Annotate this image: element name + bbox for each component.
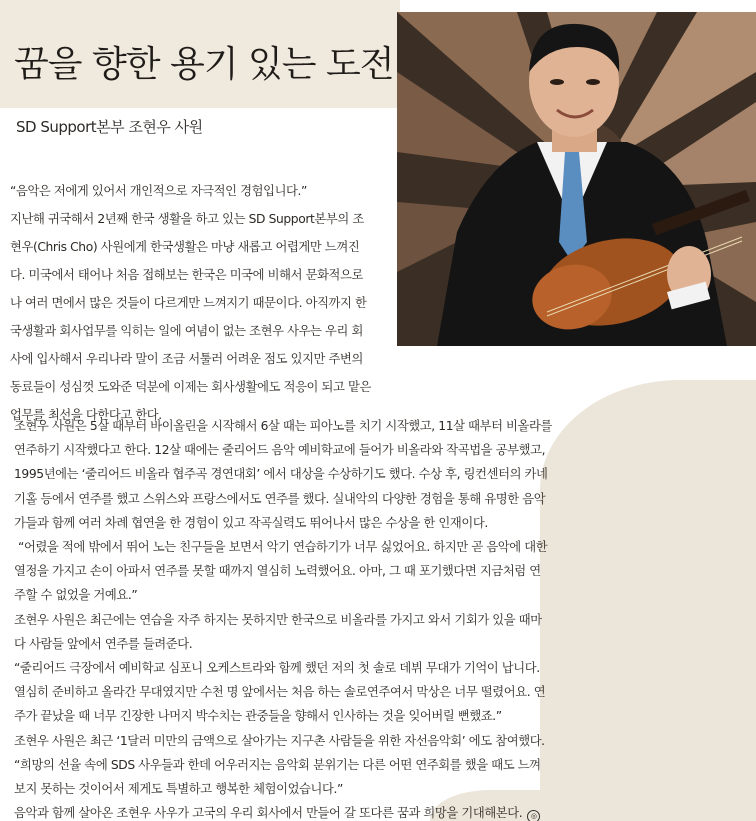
text-line: “음악은 저에게 있어서 개인적으로 자극적인 경험입니다.”: [10, 184, 308, 198]
text-line: 다. 미국에서 태어나 처음 접해보는 한국은 미국에 비해서 문화적으로: [10, 268, 363, 282]
text-line: 기홀 등에서 연주를 했고 스위스와 프랑스에서도 연주를 했다. 실내악의 다양한 경험을 통해 유명한 음악: [14, 491, 546, 506]
closing-line: [14, 801, 552, 821]
closing-text: 음악과 함께 살아온 조현우 사우가 고국의 우리 회사에서 만들어 갈 또다른 꿈과 희망을 기대해본다.: [14, 806, 523, 821]
text-line: 현우(Chris Cho) 사원에게 한국생활은 마냥 새롭고 어렵게만 느껴진: [10, 240, 360, 254]
main-paragraph: [14, 414, 552, 821]
article-byline: SD Support본부 조현우 사원: [16, 118, 203, 136]
text-line: 조현우 사원은 최근에는 연습을 자주 하지는 못하지만 한국으로 비올라를 가지고 와서 기회가 있을 때마: [14, 612, 542, 627]
text-line: 주가 끝났을 때 너무 긴장한 나머지 박수치는 관중들을 향해서 인사하는 것을 잊어버릴 뻔했죠.”: [14, 709, 502, 724]
text-line: “줄리어드 극장에서 예비학교 심포니 오케스트라와 함께 했던 저의 첫 솔로 데뷔 무대가 기억이 납니다.: [14, 661, 540, 676]
text-line: 조현우 사원은 최근 ‘1달러 미만의 금액으로 살아가는 지구촌 사람들을 위한 자선음악회’ 에도 참여했다.: [14, 733, 545, 748]
text-line: 열심히 준비하고 올라간 무대였지만 수천 명 앞에서는 처음 하는 솔로연주여서 막상은 너무 떨렸어요. 연: [14, 685, 546, 700]
intro-paragraph: [10, 177, 371, 429]
text-line: 가들과 함께 여러 차례 협연을 한 경험이 있고 작곡실력도 뛰어나서 많은 수상을 한 인재이다.: [14, 515, 488, 530]
violinist-illustration: [397, 12, 756, 346]
text-line: 국생활과 회사업무를 익히는 일에 여념이 없는 조현우 사우는 우리 회: [10, 324, 363, 338]
article-title: 꿈을 향한 용기 있는 도전: [14, 44, 394, 85]
text-line: 업무를 최선을 다한다고 한다.: [10, 408, 162, 422]
decorative-background: [540, 380, 756, 821]
text-line: 열정을 가지고 손이 아파서 연주를 못할 때까지 열심히 노력했어요. 아마, 그 때 포기했다면 지금처럼 연: [14, 564, 541, 579]
text-line: 동료들이 성심껏 도와준 덕분에 이제는 회사생활에도 적응이 되고 맡은: [10, 380, 371, 394]
text-line: 사에 입사해서 우리나라 말이 조금 서툴러 어려운 점도 있지만 주변의: [10, 352, 363, 366]
text-line: 1995년에는 ‘줄리어드 비올라 협주곡 경연대회’ 에서 대상을 수상하기도 했다. 수상 후, 링컨센터의 카네: [14, 467, 548, 482]
text-line: 연주하기 시작했다고 한다. 12살 때에는 줄리어드 음악 예비학교에 들어가 비올라와 작곡법을 공부했고,: [14, 443, 546, 458]
end-mark-icon: ◎: [527, 810, 540, 821]
text-line: 나 여러 면에서 많은 것들이 다르게만 느껴지기 때문이다. 아직까지 한: [10, 296, 367, 310]
text-line: 조현우 사원은 5살 때부터 바이올린을 시작해서 6살 때는 피아노를 치기 시작했고, 11살 때부터 비올라를: [14, 419, 552, 433]
text-line: “어렸을 적에 밖에서 뛰어 노는 친구들을 보면서 악기 연습하기가 너무 싫었어요. 하지만 곧 음악에 대한: [18, 540, 548, 555]
text-line: 다 사람들 앞에서 연주를 들려준다.: [14, 636, 193, 651]
text-line: “희망의 선율 속에 SDS 사우들과 한데 어우러지는 음악회 분위기는 다른 어떤 연주회를 했을 때도 느껴: [14, 757, 541, 772]
portrait-photo: [397, 12, 756, 346]
text-line: 보지 못하는 것이어서 제게도 특별하고 행복한 체험이었습니다.”: [14, 782, 343, 797]
text-line: 주할 수 없었을 거예요.”: [14, 588, 138, 603]
text-line: 지난해 귀국해서 2년째 한국 생활을 하고 있는 SD Support본부의 조: [10, 212, 364, 226]
